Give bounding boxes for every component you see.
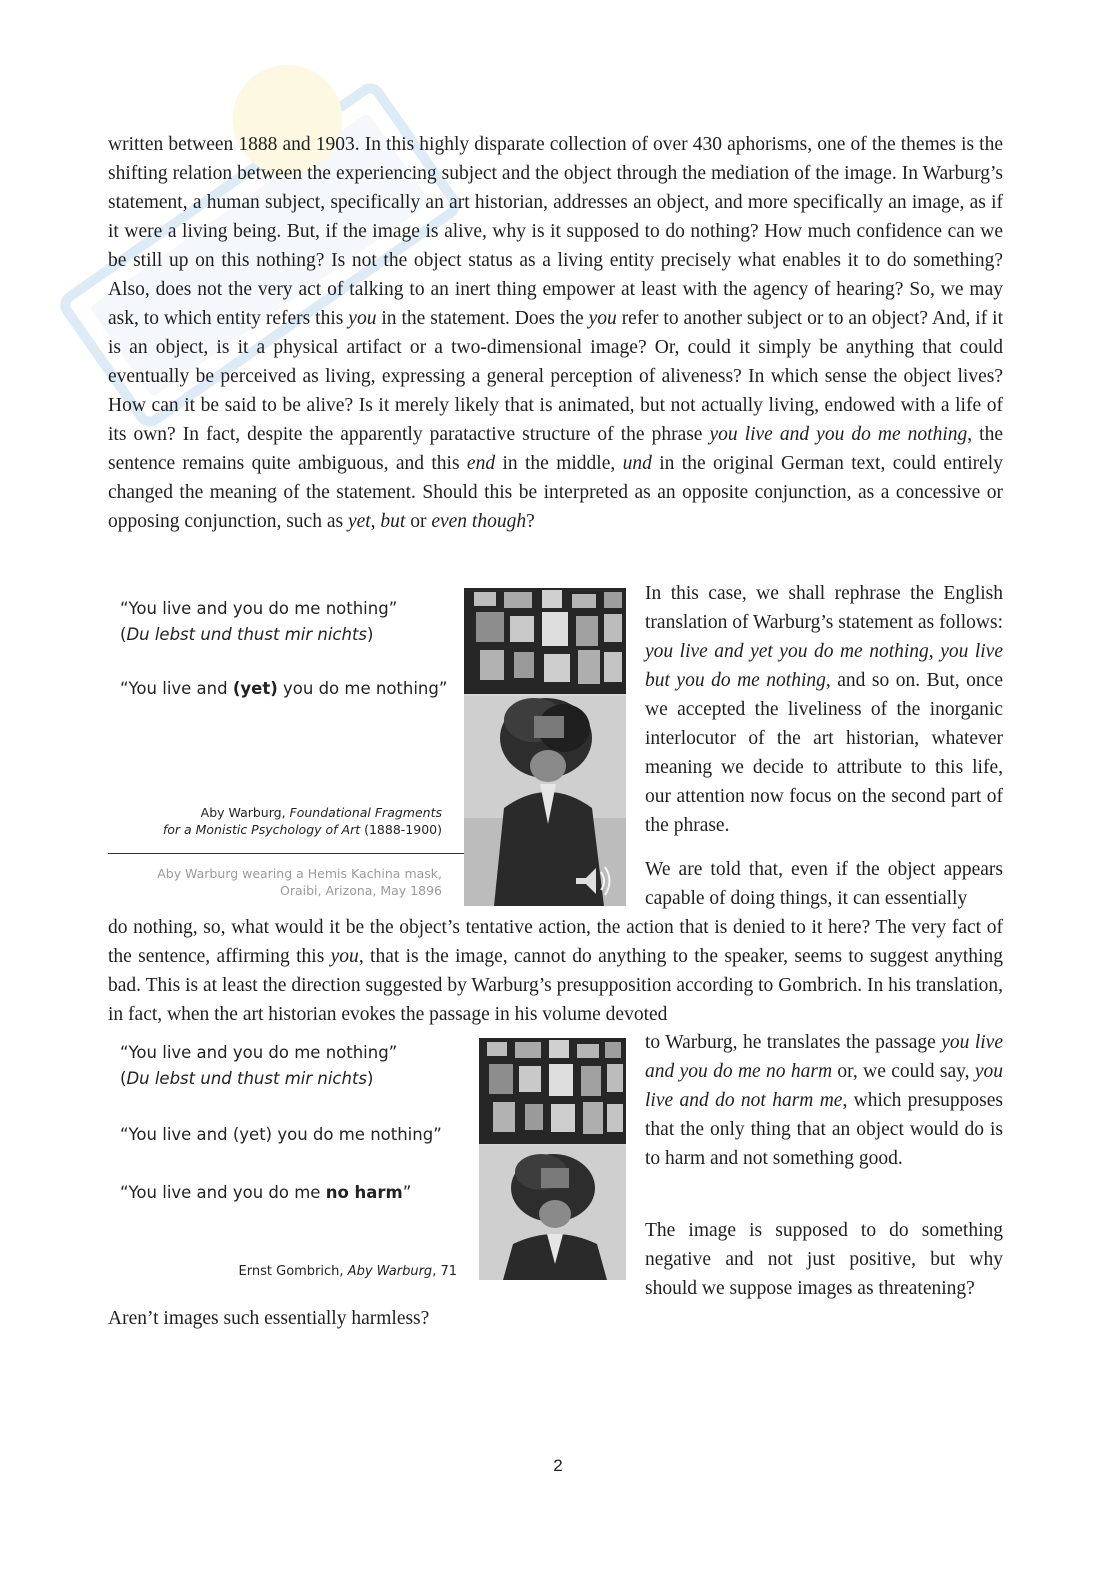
paragraph-final: Aren’t images such essentially harmless? xyxy=(108,1308,430,1329)
slide1-divider xyxy=(108,853,464,854)
paragraph-rephrase: In this case, we shall rephrase the English translation of Warburg’s statement as follows: you live and yet you do me nothing, you live but you do me nothing, and so on. But, once we accepted the liveliness of the inorganic interlocutor of the art historian, whatever meaning we decide to attribute to this life, our attention now focus on the second part of the phrase. xyxy=(645,583,1003,836)
slide2-quote-yet: “You live and (yet) you do me nothing” xyxy=(120,1125,442,1144)
photo-caption: Aby Warburg wearing a Hemis Kachina mask, Oraibi, Arizona, May 1896 xyxy=(157,866,442,898)
slide2-quote-german: (Du lebst und thust mir nichts) xyxy=(120,1069,374,1088)
slide2-quote-no-harm: “You live and you do me no harm” xyxy=(120,1183,412,1202)
slide1-quotes xyxy=(120,596,460,702)
paragraph-told-part1: We are told that, even if the object appears capable of doing things, it can essentially xyxy=(645,859,1003,909)
warburg-mask-photo-illustration xyxy=(464,588,626,906)
paragraph-intro: written between 1888 and 1903. In this highly disparate collection of over 430 aphorisms, one of the themes is the shifting relation between the experiencing subject and the object through the mediation of the image. In Warburg’s statement, a human subject, specifically an art historian, addresses an object, and more specifically an image, as if it were a living being. But, if the image is alive, why is it supposed to do nothing? How much confidence can we be still up on this nothing? Is not the object status as a living entity precisely what enables it to do something? Also, does not the very act of talking to an inert thing empower at least with the agency of hearing? So, we may ask, to which entity refers this you in the statement. Does the you refer to another subject or to an object? And, if it is an object, is it a physical artifact or a two-dimensional image? Or, could it simply be anything that could eventually be perceived as living, expressing a general perception of aliveness? In which sense the object lives? How can it be said to be alive? Is it merely likely that is animated, but not actually living, endowed with a life of its own? In fact, despite the apparently paratactive structure of the phrase you live and you do me nothing, the sentence remains quite ambiguous, and this end in the middle, und in the original German text, could entirely changed the meaning of the statement. Should this be interpreted as an opposite conjunction, as a concessive or opposing conjunction, such as yet, but or even though? xyxy=(108,134,1004,532)
warburg-mask-photo xyxy=(464,588,626,906)
warburg-mask-photo-small xyxy=(479,1038,626,1280)
paragraph-negative: The image is supposed to do something negative and not just positive, but why should we suppose images as threatening? xyxy=(645,1220,1003,1299)
slide1-quote-english: “You live and you do me nothing” xyxy=(120,599,398,618)
slide1-quote-german: (Du lebst und thust mir nichts) xyxy=(120,625,374,644)
slide1-source-caption: Aby Warburg, Foundational Fragments for a Monistic Psychology of Art (1888-1900) xyxy=(162,805,442,837)
warburg-mask-photo-small-illustration xyxy=(479,1038,626,1280)
paragraph-told-part2: do nothing, so, what would it be the object’s tentative action, the action that is denied to it here? The very fact of the sentence, affirming this you, that is the image, cannot do anything to the speaker, seems to suggest anything bad. This is at least the direction suggested by Warburg’s presupposition according to Gombrich. In his translation, in fact, when the art historian evokes the passage in his volume devoted xyxy=(108,917,1003,1025)
slide1-quote-yet: “You live and (yet) you do me nothing” xyxy=(120,679,448,698)
paragraph-gombrich: to Warburg, he translates the passage you live and you do me no harm or, we could say, you live and do not harm me, which presupposes that the only thing that an object would do is to harm and not something good. xyxy=(645,1032,1003,1169)
slide2-quotes xyxy=(120,1040,465,1206)
slide2-quote-english: “You live and you do me nothing” xyxy=(120,1043,398,1062)
page-number: 2 xyxy=(553,1456,563,1475)
slide2-source-caption: Ernst Gombrich, Aby Warburg, 71 xyxy=(238,1264,457,1279)
